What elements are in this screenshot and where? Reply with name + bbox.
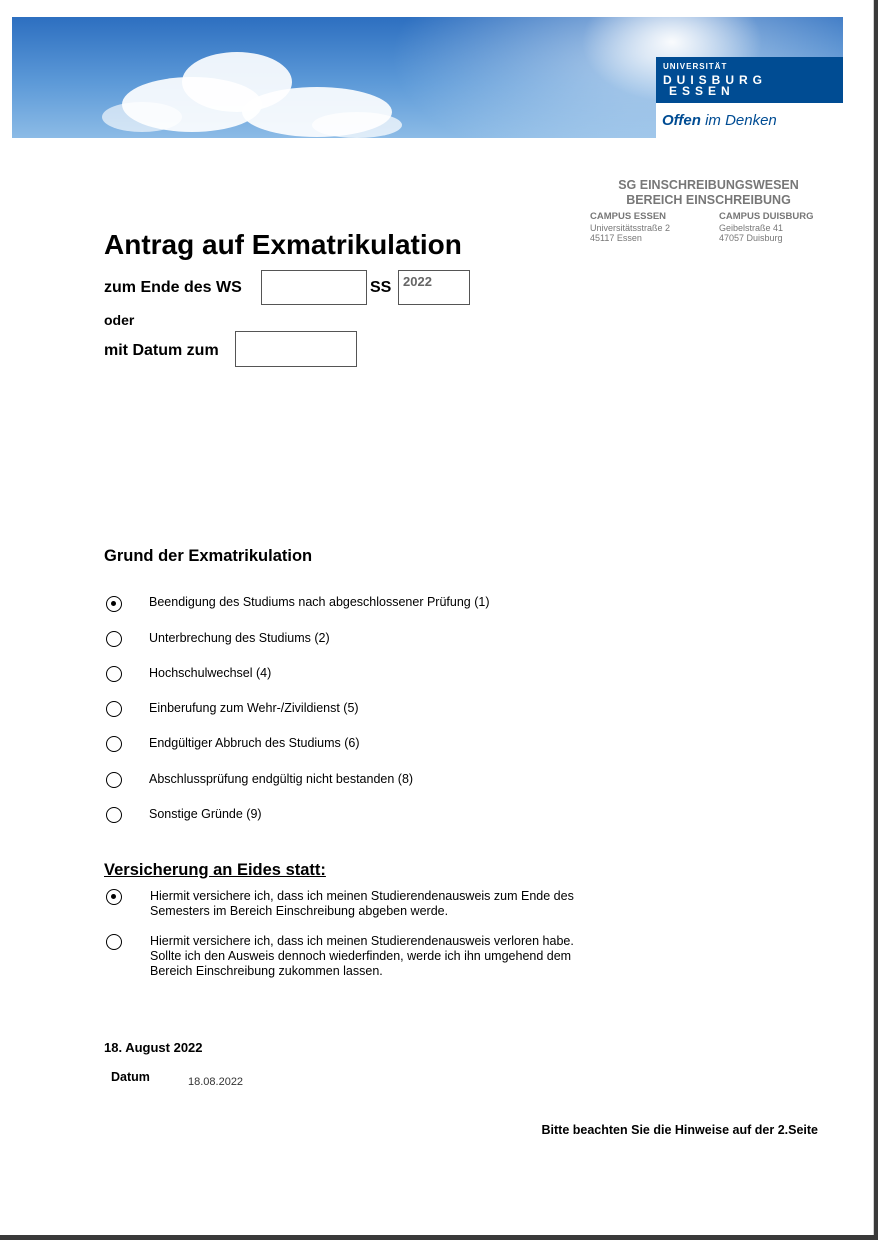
date-label: mit Datum zum xyxy=(104,342,219,359)
reason-2-radio[interactable] xyxy=(106,631,122,647)
reason-5-radio[interactable] xyxy=(106,701,122,717)
oder-label: oder xyxy=(104,312,135,328)
reason-1-label: Beendigung des Studiums nach abgeschlossener Prüfung (1) xyxy=(149,595,490,609)
campus-essen-name: CAMPUS ESSEN xyxy=(590,211,667,222)
campus-duisburg-city: 47057 Duisburg xyxy=(719,233,783,243)
reason-1-radio[interactable] xyxy=(106,596,122,612)
campus-duisburg-name: CAMPUS DUISBURG xyxy=(719,211,814,222)
reason-4-radio[interactable] xyxy=(106,666,122,682)
reason-9-label: Sonstige Gründe (9) xyxy=(149,807,262,821)
reasons-heading: Grund der Exmatrikulation xyxy=(104,547,313,565)
logo-text-universitaet: UNIVERSITÄT xyxy=(663,62,728,71)
datum-value: 18.08.2022 xyxy=(188,1076,244,1088)
page-note: Bitte beachten Sie die Hinweise auf der 2.Seite xyxy=(541,1123,818,1137)
ss-input[interactable] xyxy=(398,270,470,305)
university-logo xyxy=(656,57,843,103)
campus-duisburg-street: Geibelstraße 41 xyxy=(719,222,784,233)
declaration-return-line1: Hiermit versichere ich, dass ich meinen Studierendenausweis zum Ende des xyxy=(150,889,574,903)
reason-6-radio[interactable] xyxy=(106,736,122,752)
slogan-rest: im Denken xyxy=(700,112,777,129)
declaration-return-line2: Semesters im Bereich Einschreibung abgeben werde. xyxy=(150,904,449,918)
declaration-lost-line3: Bereich Einschreibung zukommen lassen. xyxy=(150,964,383,978)
reason-8-label: Abschlussprüfung endgültig nicht bestanden (8) xyxy=(149,772,414,786)
declaration-return-text xyxy=(150,889,620,919)
office-name xyxy=(590,178,827,208)
date-text: 18. August 2022 xyxy=(104,1040,203,1055)
reason-2-label: Unterbrechung des Studiums (2) xyxy=(149,631,330,645)
declaration-heading: Versicherung an Eides statt: xyxy=(104,861,326,879)
logo-text-duisburg: DUISBURG xyxy=(663,73,768,87)
slogan xyxy=(662,112,777,129)
declaration-return-radio[interactable] xyxy=(106,889,122,905)
declaration-lost-line1: Hiermit versichere ich, dass ich meinen Studierendenausweis verloren habe. xyxy=(150,934,574,948)
logo-text-essen: ESSEN xyxy=(669,84,735,98)
header-banner xyxy=(12,17,843,138)
ws-label: zum Ende des WS xyxy=(104,279,242,296)
ws-input[interactable] xyxy=(261,270,367,305)
ss-value: 2022 xyxy=(403,274,432,289)
office-line2: BEREICH EINSCHREIBUNG xyxy=(626,193,791,207)
datum-label: Datum xyxy=(111,1070,150,1084)
campus-essen-street: Universitätsstraße 2 xyxy=(590,222,671,233)
campus-essen-city: 45117 Essen xyxy=(590,233,642,243)
reason-4-label: Hochschulwechsel (4) xyxy=(149,666,272,680)
ss-label: SS xyxy=(370,279,392,296)
declaration-lost-radio[interactable] xyxy=(106,934,122,950)
declaration-lost-line2: Sollte ich den Ausweis dennoch wiederfinden, werde ich ihn umgehend dem xyxy=(150,949,572,963)
campus-duisburg xyxy=(719,212,813,244)
declaration-lost-text xyxy=(150,934,620,979)
reason-5-label: Einberufung zum Wehr-/Zivildienst (5) xyxy=(149,701,359,715)
reason-6-label: Endgültiger Abbruch des Studiums (6) xyxy=(149,736,360,750)
campus-essen xyxy=(590,212,670,244)
office-line1: SG EINSCHREIBUNGSWESEN xyxy=(618,178,799,192)
slogan-bold: Offen xyxy=(662,112,701,129)
reason-8-radio[interactable] xyxy=(106,772,122,788)
page-title: Antrag auf Exmatrikulation xyxy=(104,229,462,260)
date-input[interactable] xyxy=(235,331,357,367)
reason-9-radio[interactable] xyxy=(106,807,122,823)
